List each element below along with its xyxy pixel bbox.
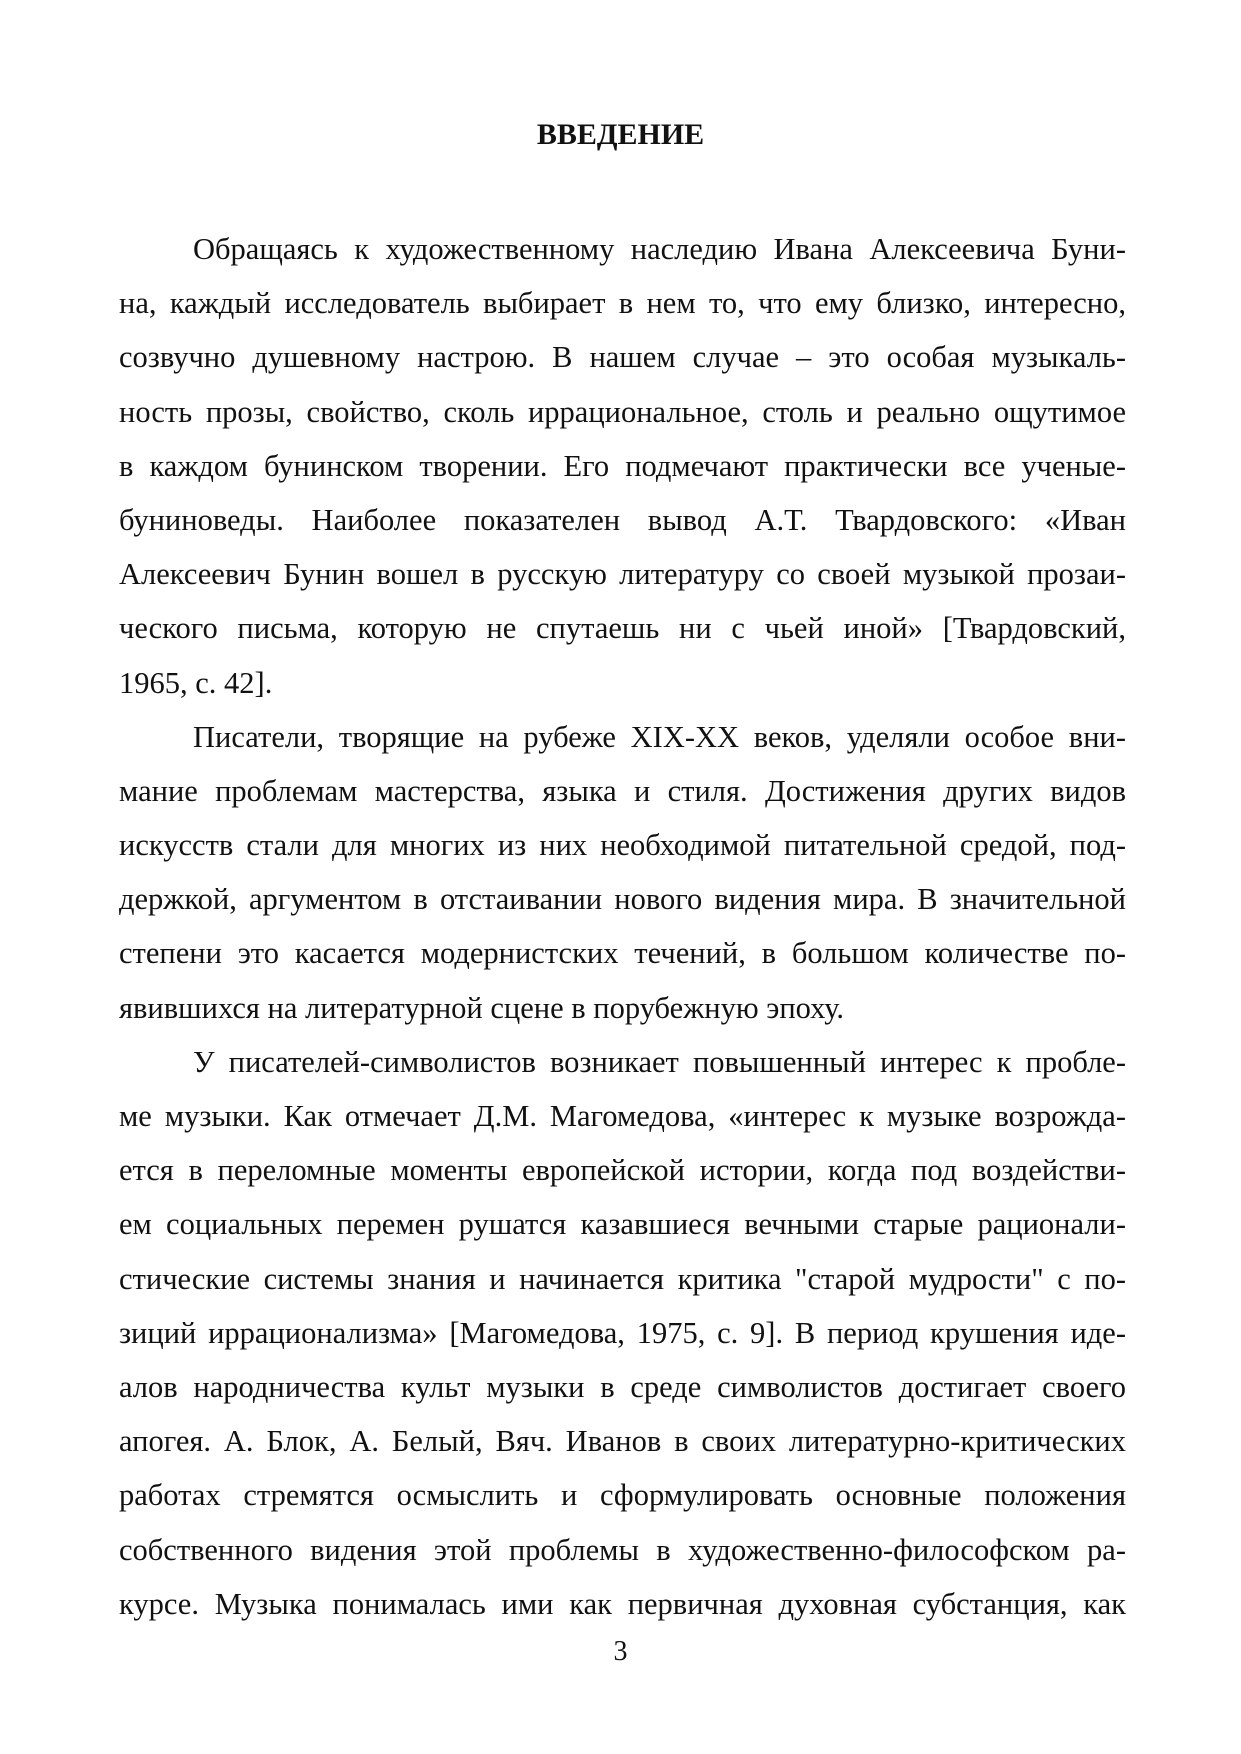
section-title: ВВЕДЕНИЕ bbox=[536, 118, 705, 151]
text-line: ем социальных перемен рушатся казавшиеся вечными старые рационали- bbox=[119, 1207, 1126, 1242]
paragraph bbox=[119, 1035, 1126, 1631]
text-line: Писатели, творящие на рубеже XIX-XX веков, уделяли особое вни- bbox=[193, 719, 1126, 754]
text-line: держкой, аргументом в отстаивании нового видения мира. В значительной bbox=[119, 882, 1126, 917]
page-number: 3 bbox=[613, 1636, 628, 1667]
paragraph bbox=[119, 710, 1126, 1035]
text-line: ме музыки. Как отмечает Д.М. Магомедова, «интерес к музыке возрожда- bbox=[119, 1099, 1126, 1133]
text-line: Обращаясь к художественному наследию Ивана Алексеевича Буни- bbox=[193, 232, 1126, 266]
text-line: ется в переломные моменты европейской истории, когда под воздействи- bbox=[119, 1153, 1126, 1188]
body-text bbox=[119, 222, 1126, 1631]
text-line: буниноведы. Наиболее показателен вывод А.Т. Твардовского: «Иван bbox=[119, 502, 1126, 537]
text-line: работах стремятся осмыслить и сформулировать основные положения bbox=[119, 1478, 1126, 1513]
text-line: в каждом бунинском творении. Его подмечают практически все ученые- bbox=[119, 448, 1126, 483]
text-line: алов народничества культ музыки в среде символистов достигает своего bbox=[119, 1369, 1126, 1404]
text-line: искусств стали для многих из них необходимой питательной средой, под- bbox=[119, 828, 1126, 863]
text-line: ческого письма, которую не спутаешь ни с чьей иной» [Твардовский, bbox=[119, 611, 1126, 646]
text-line: 1965, с. 42]. bbox=[119, 665, 273, 700]
text-line: апогея. А. Блок, А. Белый, Вяч. Иванов в своих литературно-критических bbox=[119, 1424, 1126, 1459]
text-line: зиций иррационализма» [Магомедова, 1975, с. 9]. В период крушения иде- bbox=[119, 1315, 1126, 1350]
text-line: степени это касается модернистских течений, в большом количестве по- bbox=[119, 936, 1126, 971]
text-line: мание проблемам мастерства, языка и стиля. Достижения других видов bbox=[119, 773, 1126, 808]
text-line: ность прозы, свойство, сколь иррациональное, столь и реально ощутимое bbox=[119, 394, 1126, 429]
text-line: Алексеевич Бунин вошел в русскую литературу со своей музыкой прозаи- bbox=[119, 557, 1126, 592]
text-line: курсе. Музыка понималась ими как первичная духовная субстанция, как bbox=[119, 1586, 1126, 1621]
text-line: стические системы знания и начинается критика "старой мудрости" с по- bbox=[119, 1261, 1126, 1296]
text-line: У писателей-символистов возникает повышенный интерес к пробле- bbox=[193, 1044, 1126, 1079]
text-line: созвучно душевному настрою. В нашем случае – это особая музыкаль- bbox=[119, 340, 1126, 375]
text-line: на, каждый исследователь выбирает в нем то, что ему близко, интересно, bbox=[119, 286, 1126, 321]
text-line: собственного видения этой проблемы в художественно-философском ра- bbox=[119, 1532, 1126, 1567]
paragraph bbox=[119, 222, 1126, 710]
text-line: явившихся на литературной сцене в порубежную эпоху. bbox=[119, 990, 845, 1025]
